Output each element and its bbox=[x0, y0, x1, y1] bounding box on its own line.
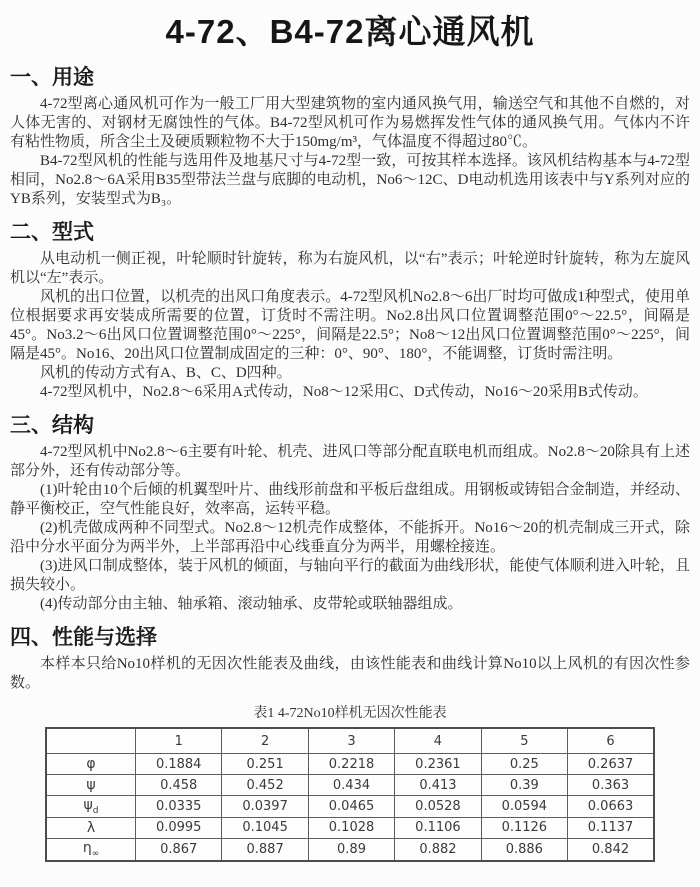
value-cell: 0.0528 bbox=[395, 796, 481, 818]
row-label bbox=[46, 838, 136, 860]
value-cell: 0.842 bbox=[568, 838, 654, 860]
value-cell: 0.452 bbox=[222, 775, 308, 796]
table-caption: 表1 4-72No10样机无因次性能表 bbox=[253, 706, 447, 721]
section bbox=[10, 216, 690, 402]
value-cell: 0.882 bbox=[395, 838, 481, 860]
paragraph: 风机的传动方式有A、B、C、D四种。 bbox=[40, 365, 292, 381]
value-cell: 0.89 bbox=[308, 838, 394, 860]
value-cell: 0.0995 bbox=[136, 817, 222, 838]
table-body bbox=[46, 754, 654, 861]
value-cell: 0.2637 bbox=[568, 754, 654, 775]
table-col-header: 3 bbox=[308, 728, 394, 754]
section bbox=[10, 621, 690, 693]
section-heading: 一、用途 bbox=[10, 66, 94, 89]
section-paragraphs bbox=[10, 95, 690, 209]
value-cell: 0.867 bbox=[136, 838, 222, 860]
value-cell: 0.0465 bbox=[308, 796, 394, 818]
section-heading: 三、结构 bbox=[10, 414, 94, 437]
row-label bbox=[46, 754, 136, 775]
paragraph: 风机的出口位置，以机壳的出风口角度表示。4-72型风机No2.8～6出厂时均可做成1种型式，使用单位根据要求再安装成所需要的位置，订货时不需注明。No2.8出风口位置调整范围0°～22.5°，间隔是45°。No3.2～6出风口位置调整范围0°～225°，间隔是22.5°；No8～12出风口位置调整范围0°～225°，间隔是45°。No16、20出风口位置制成固定的三种：0°、90°、180°，不能调整，订货时需注明。 bbox=[10, 289, 690, 362]
paragraph: 从电动机一侧正视，叶轮顺时针旋转，称为右旋风机，以“右”表示；叶轮逆时针旋转，称为左旋风机以“左”表示。 bbox=[10, 251, 690, 286]
table-corner-cell bbox=[46, 728, 136, 754]
paragraph: (4)传动部分由主轴、轴承箱、滚动轴承、皮带轮或联轴器组成。 bbox=[40, 596, 463, 612]
value-cell: 0.0335 bbox=[136, 796, 222, 818]
table-row bbox=[46, 775, 654, 796]
value-cell: 0.1106 bbox=[395, 817, 481, 838]
table-row bbox=[46, 838, 654, 860]
row-label-symbol: φ bbox=[86, 756, 96, 772]
paragraph: 4-72型风机中，No2.8～6采用A式传动，No8～12采用C、D式传动，No16～20采用B式传动。 bbox=[40, 384, 648, 400]
table-row bbox=[46, 754, 654, 775]
sections bbox=[10, 61, 690, 693]
value-cell: 0.1028 bbox=[308, 817, 394, 838]
row-label bbox=[46, 817, 136, 838]
value-cell: 0.1137 bbox=[568, 817, 654, 838]
value-cell: 0.0594 bbox=[481, 796, 567, 818]
value-cell: 0.434 bbox=[308, 775, 394, 796]
value-cell: 0.25 bbox=[481, 754, 567, 775]
section-paragraphs bbox=[10, 443, 690, 614]
row-label-subscript: d bbox=[92, 805, 99, 816]
performance-table bbox=[45, 727, 655, 862]
value-cell: 0.2218 bbox=[308, 754, 394, 775]
paragraph: (1)叶轮由10个后倾的机翼型叶片、曲线形前盘和平板后盘组成。用钢板或铸铝合金制造，并经动、静平衡校正，空气性能良好，效率高，运转平稳。 bbox=[10, 482, 690, 517]
value-cell: 0.886 bbox=[481, 838, 567, 860]
table-col-header: 5 bbox=[481, 728, 567, 754]
row-label bbox=[46, 796, 136, 818]
table-col-header: 2 bbox=[222, 728, 308, 754]
row-label-symbol: λ bbox=[86, 819, 96, 836]
section-paragraphs bbox=[10, 250, 690, 402]
table-col-header: 6 bbox=[568, 728, 654, 754]
row-label-symbol: ψ bbox=[83, 797, 93, 813]
page-title: 4-72、B4-72离心通风机 bbox=[165, 13, 535, 50]
value-cell: 0.413 bbox=[395, 775, 481, 796]
table-col-header: 4 bbox=[395, 728, 481, 754]
paragraph: 4-72型离心通风机可作为一般工厂用大型建筑物的室内通风换气用，输送空气和其他不自燃的，对人体无害的、对钢材无腐蚀性的气体。B4-72型风机可作为易燃挥发性气体的通风换气用。气体内不许有粘性物质，所含尘土及硬质颗粒物不大于150mg/m³，气体温度不得超过80℃。 bbox=[10, 96, 690, 150]
value-cell: 0.251 bbox=[222, 754, 308, 775]
table-header bbox=[46, 728, 654, 754]
value-cell: 0.39 bbox=[481, 775, 567, 796]
value-cell: 0.1884 bbox=[136, 754, 222, 775]
row-label-symbol: η bbox=[82, 839, 92, 856]
table-row bbox=[46, 817, 654, 838]
paragraph: 本样本只给No10样机的无因次性能表及曲线，由该性能表和曲线计算No10以上风机的有因次性参数。 bbox=[10, 656, 690, 691]
table-header-row bbox=[46, 728, 654, 754]
section-heading: 二、型式 bbox=[10, 221, 94, 244]
paragraph: (3)进风口制成整体，装于风机的倾面，与轴向平行的截面为曲线形状，能使气体顺利进入叶轮，且损失较小。 bbox=[10, 558, 690, 593]
section-paragraphs bbox=[10, 655, 690, 693]
value-cell: 0.1045 bbox=[222, 817, 308, 838]
value-cell: 0.0397 bbox=[222, 796, 308, 818]
value-cell: 0.363 bbox=[568, 775, 654, 796]
value-cell: 0.887 bbox=[222, 838, 308, 860]
paragraph: 4-72型风机中No2.8～6主要有叶轮、机壳、进风口等部分配直联电机而组成。No2.8～20除具有上述部分外，还有传动部分等。 bbox=[10, 444, 690, 479]
table-col-header: 1 bbox=[136, 728, 222, 754]
table-row bbox=[46, 796, 654, 818]
section-heading: 四、性能与选择 bbox=[10, 626, 157, 649]
value-cell: 0.0663 bbox=[568, 796, 654, 818]
value-cell: 0.458 bbox=[136, 775, 222, 796]
paragraph: (2)机壳做成两种不同型式。No2.8～12机壳作成整体，不能拆开。No16～20的机壳制成三开式，除沿中分水平面分为两半外，上半部再沿中心线垂直分为两半，用螺栓接连。 bbox=[10, 520, 690, 555]
value-cell: 0.2361 bbox=[395, 754, 481, 775]
row-label-subscript: ∞ bbox=[91, 848, 100, 859]
section bbox=[10, 409, 690, 614]
row-label-symbol: ψ bbox=[86, 777, 96, 793]
row-label bbox=[46, 775, 136, 796]
value-cell: 0.1126 bbox=[481, 817, 567, 838]
paragraph: B4-72型风机的性能与选用件及地基尺寸与4-72型一致，可按其样本选择。该风机结构基本与4-72型相同，No2.8～6A采用B35型带法兰盘与底脚的电动机，No6～12C、D电动机选用该表中与Y系列对应的YB系列，安装型式为B₃。 bbox=[10, 153, 690, 207]
section bbox=[10, 61, 690, 209]
